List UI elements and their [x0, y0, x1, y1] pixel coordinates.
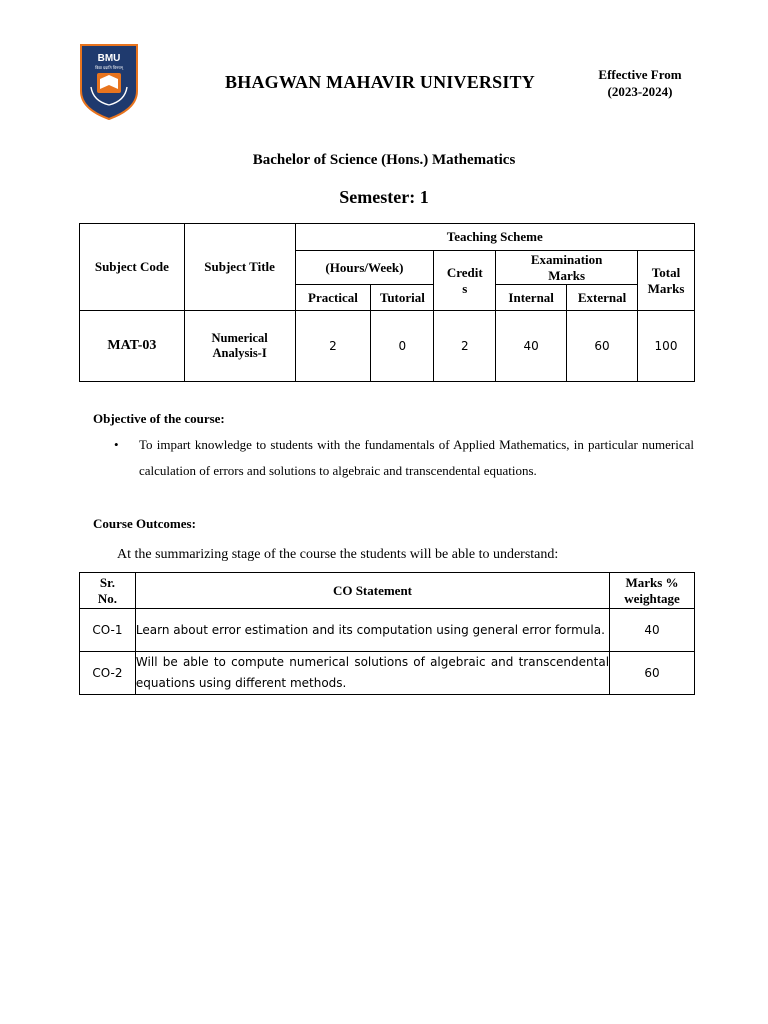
total-marks-header — [638, 251, 695, 311]
outcomes-intro: At the summarizing stage of the course the students will be able to understand: — [117, 547, 559, 562]
external-header: External — [567, 285, 638, 311]
logo-text: BMU — [97, 53, 121, 64]
internal-header: Internal — [496, 285, 567, 311]
course-outcomes-heading: Course Outcomes: — [93, 516, 196, 531]
subject-title-line2: Analysis-I — [212, 346, 267, 360]
subject-title-line1: Numerical — [211, 331, 268, 345]
effective-from — [570, 66, 710, 100]
bullet-icon: • — [114, 437, 119, 452]
co-statement-header: CO Statement — [135, 573, 609, 609]
co-id-cell: CO-1 — [80, 609, 136, 652]
university-logo — [79, 43, 139, 121]
marks-weightage-header — [610, 573, 695, 609]
total-marks-line2: Marks — [647, 280, 685, 296]
total-marks-line1: Total — [651, 264, 681, 280]
total-cell: 100 — [638, 311, 695, 382]
hours-week-header: (Hours/Week) — [295, 251, 434, 285]
logo-tagline: विद्या ददाति विनयम् — [95, 65, 123, 70]
marks-line1: Marks % — [625, 574, 679, 590]
credits-header — [434, 251, 496, 311]
effective-years: (2023-2024) — [607, 84, 673, 99]
table-row — [80, 652, 695, 695]
exam-marks-header — [496, 251, 638, 285]
co-marks-cell: 40 — [610, 609, 695, 652]
co-id-cell: CO-2 — [80, 652, 136, 695]
co-marks-cell: 60 — [610, 652, 695, 695]
tutorial-cell: 0 — [371, 311, 434, 382]
credits-header-line2: s — [462, 280, 468, 296]
course-outcomes-table — [79, 572, 695, 695]
table-row — [80, 609, 695, 652]
exam-marks-line2: Marks — [548, 267, 586, 283]
teaching-scheme-header: Teaching Scheme — [295, 224, 694, 251]
exam-marks-line1: Examination — [530, 251, 603, 267]
sr-no-line1: Sr. — [99, 574, 115, 590]
objective-heading: Objective of the course: — [93, 411, 225, 426]
effective-label: Effective From — [598, 67, 682, 82]
co-statement-cell: Will be able to compute numerical solutions of algebraic and transcendental equations using different methods. — [135, 652, 609, 695]
teaching-scheme-table — [79, 223, 695, 382]
subject-title-cell — [184, 311, 295, 382]
subject-code-header: Subject Code — [80, 224, 185, 311]
practical-header: Practical — [295, 285, 371, 311]
program-title: Bachelor of Science (Hons.) Mathematics — [252, 152, 516, 168]
subject-code-cell: MAT-03 — [80, 311, 185, 382]
semester-title: Semester: 1 — [339, 187, 429, 207]
university-name: BHAGWAN MAHAVIR UNIVERSITY — [225, 72, 535, 92]
credits-header-line1: Credit — [446, 264, 483, 280]
practical-cell: 2 — [295, 311, 371, 382]
sr-no-header — [80, 573, 136, 609]
external-cell: 60 — [567, 311, 638, 382]
marks-line2: weightage — [624, 590, 680, 606]
tutorial-header: Tutorial — [371, 285, 434, 311]
credits-cell: 2 — [434, 311, 496, 382]
internal-cell: 40 — [496, 311, 567, 382]
objective-text: To impart knowledge to students with the fundamentals of Applied Mathematics, in particular numerical calculation of errors and solutions to algebraic and transcendental equations. — [139, 437, 694, 478]
sr-no-line2: No. — [97, 590, 118, 606]
co-statement-cell: Learn about error estimation and its computation using general error formula. — [135, 609, 609, 652]
subject-title-header: Subject Title — [184, 224, 295, 311]
